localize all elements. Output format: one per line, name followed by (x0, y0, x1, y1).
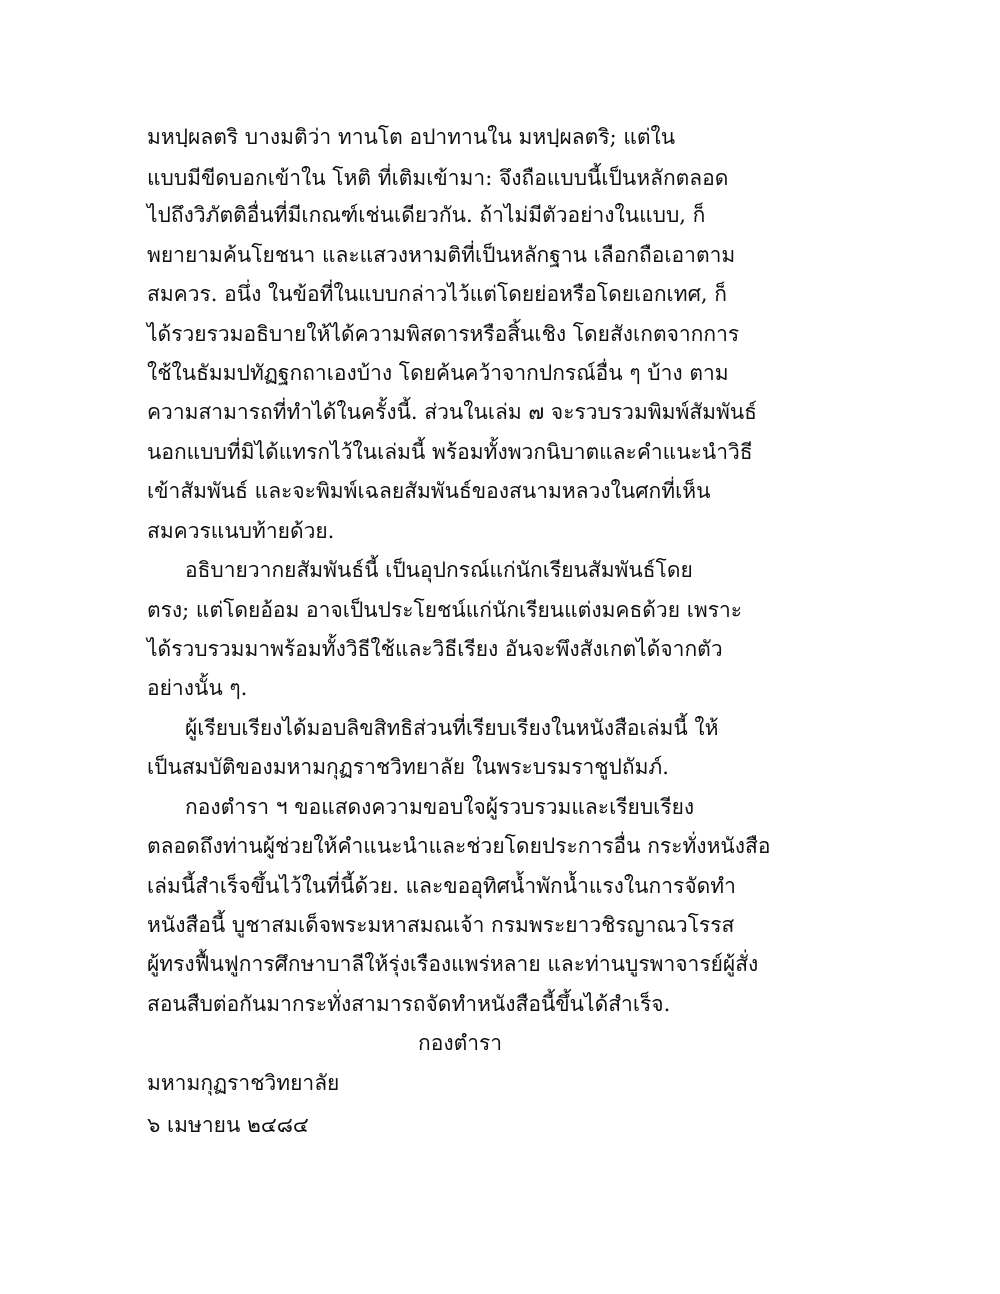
paragraph-1-line-9: นอกแบบที่มิได้แทรกไว้ในเล่มนี้ พร้อมทั้งพวกนิบาตและคำแนะนำวิธี (147, 440, 753, 464)
paragraph-1-line-2: แบบมีขีดบอกเข้าใน โหติ ที่เติมเข้ามา: จึงถือแบบนี้เป็นหลักตลอด (147, 166, 729, 190)
paragraph-1-line-6: ได้รวยรวมอธิบายให้ได้ความพิสดารหรือสิ้นเชิง โดยสังเกตจากการ (147, 322, 740, 346)
paragraph-2-line-3: ได้รวบรวมมาพร้อมทั้งวิธีใช้และวิธีเรียง อันจะพึงสังเกตได้จากตัว (147, 637, 723, 661)
paragraph-2-line-4: อย่างนั้น ๆ. (147, 676, 248, 700)
paragraph-4-line-1: กองตำรา ฯ ขอแสดงความขอบใจผู้รวบรวมและเรียบเรียง (185, 795, 695, 819)
signature-date: ๖ เมษายน ๒๔๘๔ (147, 1113, 309, 1137)
paragraph-4-line-4: หนังสือนี้ บูชาสมเด็จพระมหาสมณเจ้า กรมพระยาวชิรญาณวโรรส (147, 913, 735, 937)
paragraph-3-line-1: ผู้เรียบเรียงได้มอบลิขสิทธิส่วนที่เรียบเรียงในหนังสือเล่มนี้ ให้ (185, 716, 719, 740)
paragraph-1-line-8: ความสามารถที่ทำได้ในครั้งนี้. ส่วนในเล่ม ๗ จะรวบรวมพิมพ์สัมพันธ์ (147, 400, 757, 424)
signature-department: กองตำรา (418, 1031, 503, 1055)
paragraph-4-line-2: ตลอดถึงท่านผู้ช่วยให้คำแนะนำและช่วยโดยประการอื่น กระทั่งหนังสือ (147, 834, 771, 858)
signature-organization: มหามกุฏราชวิทยาลัย (147, 1071, 340, 1095)
paragraph-1-line-10: เข้าสัมพันธ์ และจะพิมพ์เฉลยสัมพันธ์ของสนามหลวงในศกที่เห็น (147, 479, 711, 503)
paragraph-4-line-3: เล่มนี้สำเร็จขึ้นไว้ในที่นี้ด้วย. และขออุทิศน้ำพักน้ำแรงในการจัดทำ (147, 874, 736, 898)
paragraph-1-line-4: พยายามค้นโยชนา และแสวงหามติที่เป็นหลักฐาน เลือกถือเอาตาม (147, 243, 736, 267)
paragraph-3-line-2: เป็นสมบัติของมหามกุฏราชวิทยาลัย ในพระบรมราชูปถัมภ์. (147, 755, 669, 779)
paragraph-1-line-7: ใช้ในธัมมปทัฏฐกถาเองบ้าง โดยค้นคว้าจากปกรณ์อื่น ๆ บ้าง ตาม (147, 361, 729, 385)
paragraph-1-line-3: ไปถึงวิภัตติอื่นที่มีเกณฑ์เช่นเดียวกัน. ถ้าไม่มีตัวอย่างในแบบ, ก็ (147, 203, 706, 227)
paragraph-4-line-5: ผู้ทรงฟื้นฟูการศึกษาบาลีให้รุ่งเรืองแพร่หลาย และท่านบูรพาจารย์ผู้สั่ง (147, 952, 759, 976)
paragraph-1-line-1: มหปฺผลตริ บางมติว่า ทานโต อปาทานใน มหปฺผลตริ; แต่ใน (147, 125, 676, 149)
paragraph-2-line-1: อธิบายวากยสัมพันธ์นี้ เป็นอุปกรณ์แก่นักเรียนสัมพันธ์โดย (185, 558, 693, 582)
paragraph-2-line-2: ตรง; แต่โดยอ้อม อาจเป็นประโยชน์แก่นักเรียนแต่งมคธด้วย เพราะ (147, 598, 743, 622)
paragraph-1-line-11: สมควรแนบท้ายด้วย. (147, 519, 335, 543)
paragraph-4-line-6: สอนสืบต่อกันมากระทั่งสามารถจัดทำหนังสือนี้ขึ้นได้สำเร็จ. (147, 992, 671, 1016)
paragraph-1-line-5: สมควร. อนึ่ง ในข้อที่ในแบบกล่าวไว้แต่โดยย่อหรือโดยเอกเทศ, ก็ (147, 282, 727, 306)
